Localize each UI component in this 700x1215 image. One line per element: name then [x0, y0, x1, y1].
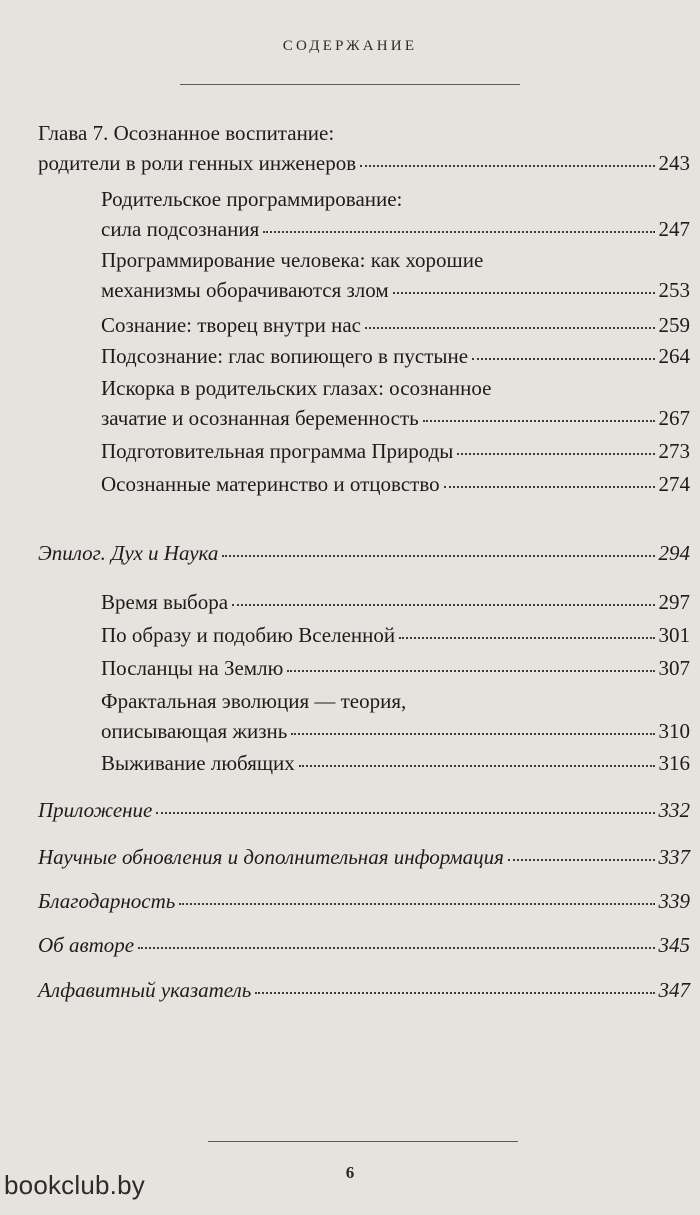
page-title: СОДЕРЖАНИЕ — [282, 38, 418, 54]
toc-entry-title-line2: механизмы оборачиваются злом — [101, 278, 389, 302]
toc-entry-title: Эпилог. Дух и Наука — [38, 541, 219, 565]
toc-page-number: 310 — [658, 719, 690, 743]
toc-entry-index — [38, 975, 690, 1005]
page-number: 6 — [345, 1163, 355, 1182]
toc-page-number: 297 — [658, 590, 690, 614]
dot-leader — [472, 342, 654, 363]
toc-entry — [101, 620, 690, 650]
toc-entry-title-line1: Программирование человека: как хорошие — [101, 248, 484, 272]
toc-entry-about-author — [38, 930, 690, 960]
toc-page-number: 339 — [658, 889, 690, 913]
toc-entry-title: Сознание: творец внутри нас — [101, 313, 361, 337]
bottom-divider — [208, 1141, 518, 1142]
toc-page-number: 267 — [658, 406, 690, 430]
toc-entry-title: Об авторе — [38, 933, 135, 957]
toc-page-number: 274 — [658, 472, 690, 496]
toc-entry-title: Алфавитный указатель — [38, 978, 252, 1002]
toc-entry — [101, 748, 690, 778]
toc-entry — [101, 245, 690, 305]
toc-entry-title: Осознанные материнство и отцовство — [101, 472, 440, 496]
dot-leader — [365, 311, 655, 332]
toc-entry-title: Подсознание: глас вопиющего в пустыне — [101, 344, 469, 368]
toc-entry — [101, 587, 690, 617]
toc-entry-title: Научные обновления и дополнительная информация — [38, 845, 504, 869]
toc-entry-title-line2: описывающая жизнь — [101, 719, 288, 743]
watermark: bookclub.by — [4, 1170, 145, 1200]
dot-leader — [232, 588, 654, 609]
toc-entry-title-line1: Глава 7. Осознанное воспитание: — [38, 121, 335, 145]
top-divider — [180, 84, 520, 85]
toc-page-number: 345 — [658, 933, 690, 957]
toc-entry — [101, 653, 690, 683]
dot-leader — [457, 437, 654, 458]
toc-entry-title: По образу и подобию Вселенной — [101, 623, 396, 647]
toc-entry-appendix — [38, 795, 690, 825]
toc-entry-title: Время выбора — [101, 590, 229, 614]
dot-leader — [360, 149, 654, 170]
toc-entry-chapter-7 — [38, 118, 690, 178]
toc-page-number: 337 — [658, 845, 690, 869]
dot-leader — [299, 749, 655, 770]
toc-entry — [101, 686, 690, 746]
toc-entry-acknowledgements — [38, 886, 690, 916]
toc-page-number: 347 — [658, 978, 690, 1002]
toc-entry-title: Посланцы на Землю — [101, 656, 284, 680]
toc-entry — [101, 341, 690, 371]
toc-entry-title: Благодарность — [38, 889, 176, 913]
toc-page-number: 264 — [658, 344, 690, 368]
toc-entry-title-line2: сила подсознания — [101, 217, 260, 241]
toc-page-number: 316 — [658, 751, 690, 775]
dot-leader — [287, 654, 654, 675]
toc-entry-updates — [38, 842, 690, 872]
toc-entry-title-line2: зачатие и осознанная беременность — [101, 406, 419, 430]
toc-page-number: 259 — [658, 313, 690, 337]
toc-entry-title-line1: Родительское программирование: — [101, 187, 403, 211]
dot-leader — [291, 717, 654, 738]
toc-entry-title-line1: Искорка в родительских глазах: осознанное — [101, 376, 492, 400]
toc-entry — [101, 373, 690, 433]
dot-leader — [156, 796, 654, 817]
dot-leader — [263, 215, 654, 236]
toc-entry — [101, 436, 690, 466]
toc-page-number: 332 — [658, 798, 690, 822]
toc-entry-title: Подготовительная программа Природы — [101, 439, 454, 463]
dot-leader — [399, 621, 654, 642]
dot-leader — [255, 976, 654, 997]
toc-entry-title-line1: Фрактальная эволюция — теория, — [101, 689, 407, 713]
dot-leader — [138, 931, 654, 952]
toc-page-number: 307 — [658, 656, 690, 680]
toc-entry-epilogue — [38, 538, 690, 568]
toc-entry — [101, 469, 690, 499]
toc-page-number: 301 — [658, 623, 690, 647]
toc-page-number: 253 — [658, 278, 690, 302]
toc-page-number: 243 — [658, 151, 690, 175]
toc-entry — [101, 184, 690, 244]
toc-page-number: 294 — [658, 541, 690, 565]
toc-entry-title: Приложение — [38, 798, 153, 822]
toc-entry-title-line2: родители в роли генных инженеров — [38, 151, 357, 175]
dot-leader — [444, 470, 655, 491]
dot-leader — [179, 887, 654, 908]
dot-leader — [423, 404, 655, 425]
toc-page-number: 247 — [658, 217, 690, 241]
dot-leader — [222, 539, 654, 560]
dot-leader — [393, 276, 655, 297]
toc-page-number: 273 — [658, 439, 690, 463]
dot-leader — [508, 843, 655, 864]
toc-entry-title: Выживание любящих — [101, 751, 295, 775]
toc-entry — [101, 310, 690, 340]
